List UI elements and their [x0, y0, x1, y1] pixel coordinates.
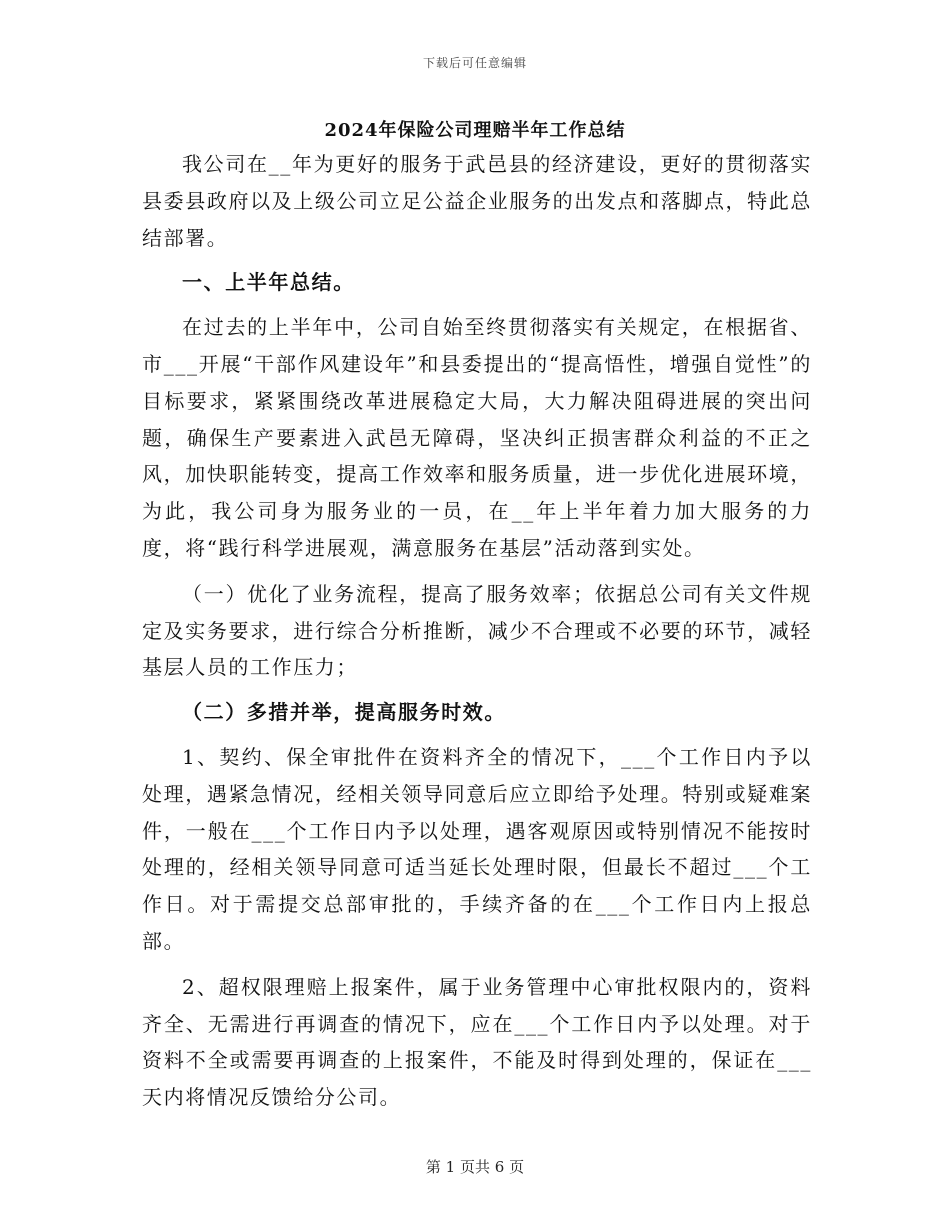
subsection-heading-service-timeliness: （二）多措并举，提高服务时效。: [182, 700, 506, 725]
document-title: 2024年保险公司理赔半年工作总结: [324, 120, 626, 141]
paragraph-first-half-review: 在过去的上半年中，公司自始至终贯彻落实有关规定，在根据省、市___开展“干部作风建设年”和县委提出的“提高悟性，增强自觉性”的目标要求，紧紧围绕改革进展稳定大局，大力解决阻碍进展的突出问题，确保生产要素进入武邑无障碍，坚决纠正损害群众利益的不正之风，加快职能转变，提高工作效率和服务质量，进一步优化进展环境，为此，我公司身为服务业的一员，在__年上半年着力加大服务的力度，将“践行科学进展观，满意服务在基层”活动落到实处。: [142, 315, 812, 560]
paragraph-claims-escalation: 2、超权限理赔上报案件，属于业务管理中心审批权限内的，资料齐全、无需进行再调查的情况下，应在___个工作日内予以处理。对于资料不全或需要再调查的上报案件，不能及时得到处理的，保证在___天内将情况反馈给分公司。: [142, 974, 812, 1110]
paragraph-process-optimization: （一）优化了业务流程，提高了服务效率；依据总公司有关文件规定及实务要求，进行综合分析推断，减少不合理或不必要的环节，减轻基层人员的工作压力；: [142, 581, 812, 680]
document-body: [142, 146, 812, 1116]
page-number: 第 1 页共 6 页: [425, 1158, 525, 1176]
paragraph-approval-timelines: 1、契约、保全审批件在资料齐全的情况下，___个工作日内予以处理，遇紧急情况，经相关领导同意后应立即给予处理。特别或疑难案件，一般在___个工作日内予以处理，遇客观原因或特别情况不能按时处理的，经相关领导同意可适当延长处理时限，但最长不超过___个工作日。对于需提交总部审批的，手续齐备的在___个工作日内上报总部。: [142, 744, 812, 953]
section-heading-first-half-summary: 一、上半年总结。: [182, 270, 355, 295]
paragraph-intro: 我公司在__年为更好的服务于武邑县的经济建设，更好的贯彻落实县委县政府以及上级公司立足公益企业服务的出发点和落脚点，特此总结部署。: [142, 152, 812, 250]
header-note: 下载后可任意编辑: [422, 56, 527, 70]
